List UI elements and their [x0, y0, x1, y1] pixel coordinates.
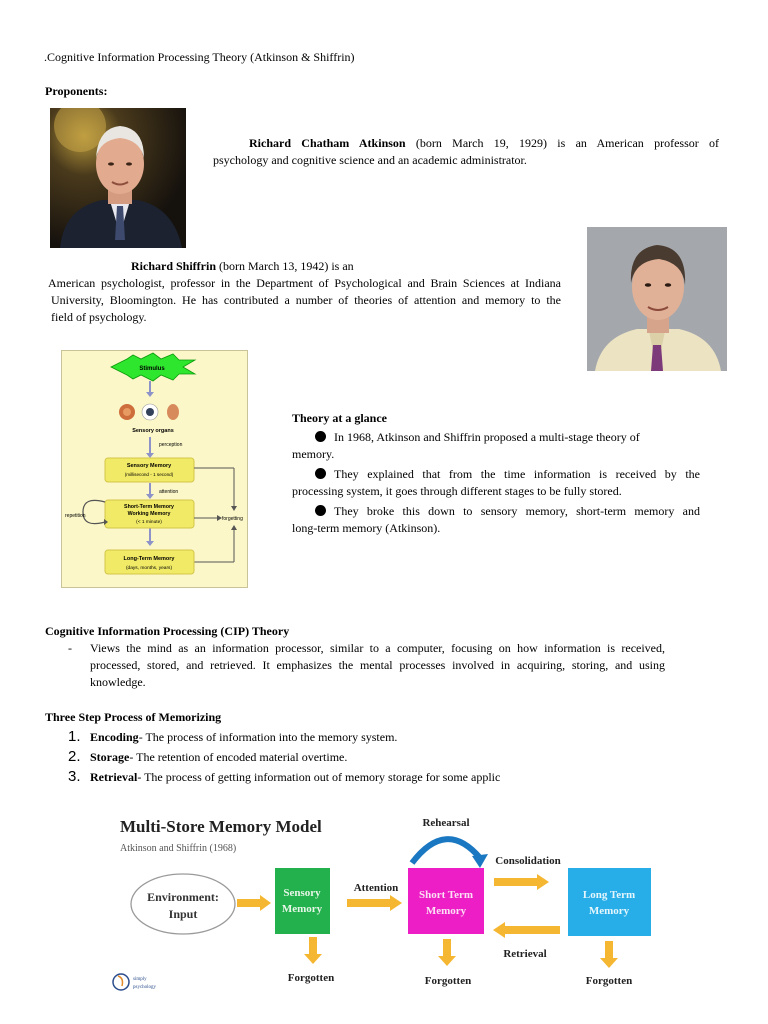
- steps-list: [46, 727, 646, 787]
- atkinson-name: Richard Chatham Atkinson: [249, 136, 406, 150]
- forgotten-label-sensory: Forgotten: [287, 972, 335, 984]
- forgotten-label-stm: Forgotten: [424, 975, 472, 987]
- consolidation-label: Consolidation: [495, 855, 561, 867]
- bullet-2-line2: processing system, it goes through different stages to be fully stored.: [292, 484, 622, 498]
- logo-text-2: psychology: [133, 985, 157, 990]
- stm-label-2: Memory: [425, 905, 467, 917]
- stm-box: [408, 868, 484, 934]
- attention-label: Attention: [353, 882, 399, 894]
- step-term: Encoding: [90, 730, 139, 744]
- atkinson-bio-line2: psychology and cognitive science and an academic administrator.: [213, 153, 527, 167]
- stm-label-1: Short Term: [418, 889, 474, 901]
- shiffrin-bio-text: (born March 13, 1942) is an: [219, 259, 354, 273]
- proponents-label: Proponents:: [45, 84, 108, 98]
- cip-title: Cognitive Information Processing (CIP) Theory: [45, 624, 290, 638]
- atkinson-bio-line1: [213, 135, 719, 152]
- bullet-1-line2: memory.: [292, 447, 335, 461]
- logo-text-1: simply: [133, 977, 147, 982]
- ltm-label-1: Long Term: [582, 889, 636, 901]
- bullet-1-line1: [292, 429, 700, 446]
- shiffrin-name: Richard Shiffrin: [131, 259, 217, 273]
- simply-psychology-logo-icon: [113, 974, 129, 990]
- bullet-2-text: They explained that from the time information is received by the: [334, 467, 700, 481]
- memory-flow-diagram: [61, 350, 248, 588]
- shiffrin-photo: [587, 227, 727, 371]
- theory-glance-title: Theory at a glance: [292, 411, 387, 425]
- stm-label-3: (< 1 minute): [136, 520, 162, 525]
- step-desc: - The process of information into the memory system.: [138, 730, 398, 744]
- bullet-icon: [315, 505, 326, 516]
- sensory-memory-label: Sensory Memory: [126, 463, 172, 469]
- env-label-1: Environment:: [147, 890, 219, 904]
- sensory-organs-label: Sensory organs: [132, 428, 174, 434]
- bullet-icon: [315, 468, 326, 479]
- repetition-label: repetition: [65, 513, 86, 519]
- shiffrin-bio-line3: University, Bloomington. He has contributed a number of theories of attention and memory to the: [51, 293, 561, 307]
- bullet-3-line1: [292, 503, 700, 520]
- msm-title: Multi-Store Memory Model: [120, 817, 322, 836]
- bullet-3-text: They broke this down to sensory memory, short-term memory and: [334, 504, 700, 518]
- cip-line1: Views the mind as an information processor, similar to a computer, focusing on how information is received,: [90, 641, 665, 655]
- stimulus-label: Stimulus: [139, 366, 165, 372]
- retrieval-label: Retrieval: [503, 948, 547, 960]
- bullet-icon: [315, 431, 326, 442]
- attention-label: attention: [159, 489, 179, 495]
- steps-title: Three Step Process of Memorizing: [45, 710, 222, 724]
- sensory-label-2: Memory: [281, 903, 323, 915]
- perception-label: perception: [159, 442, 183, 448]
- document-heading: .Cognitive Information Processing Theory (Atkinson & Shiffrin): [44, 50, 355, 64]
- theory-glance-bullets: [292, 429, 700, 537]
- forgetting-label: forgetting: [222, 516, 243, 522]
- step-encoding: [46, 727, 646, 747]
- sensory-memory-box: [275, 868, 330, 934]
- multi-store-model-diagram: [106, 806, 666, 1006]
- ltm-label-2: Memory: [588, 905, 630, 917]
- rehearsal-label: Rehearsal: [422, 817, 470, 829]
- step-number: 2.: [68, 748, 81, 765]
- ltm-box: [568, 868, 651, 936]
- ltm-sub: (days, months, years): [125, 566, 173, 571]
- msm-subtitle: Atkinson and Shiffrin (1968): [120, 843, 237, 854]
- env-label-2: Input: [168, 907, 198, 921]
- step-storage: [46, 747, 646, 767]
- step-number: 3.: [68, 768, 81, 785]
- step-number: 1.: [68, 728, 81, 745]
- stm-label-1: Short-Term Memory: [124, 504, 174, 510]
- atkinson-photo: [50, 108, 186, 248]
- step-desc: - The retention of encoded material overtime.: [129, 750, 348, 764]
- stm-label-2: Working Memory: [127, 511, 171, 517]
- bullet-2-line1: [292, 466, 700, 483]
- step-desc: - The process of getting information out of memory storage for some applic: [137, 770, 501, 784]
- step-term: Storage: [90, 750, 130, 764]
- cip-line2: processed, stored, and retrieved. It emphasizes the mental processes involved in acquiring, storing, and using: [90, 658, 665, 672]
- atkinson-bio-text: (born March 19, 1929) is an American professor of: [415, 136, 720, 150]
- step-retrieval: [46, 767, 646, 787]
- bullet-3-line2: long-term memory (Atkinson).: [292, 521, 441, 535]
- bullet-1-text: In 1968, Atkinson and Shiffrin proposed a multi-stage theory of: [334, 430, 640, 444]
- cip-dash: -: [68, 641, 72, 655]
- shiffrin-bio-line1: [131, 258, 354, 275]
- sensory-memory-sub: (millisecond - 1 second): [124, 472, 174, 477]
- sensory-label-1: Sensory: [283, 887, 321, 899]
- cip-line3: knowledge.: [90, 675, 146, 689]
- step-term: Retrieval: [90, 770, 138, 784]
- forgotten-label-ltm: Forgotten: [585, 975, 633, 987]
- shiffrin-bio-line2: American psychologist, professor in the Department of Psychological and Brain Sciences at Indiana: [48, 276, 561, 290]
- ltm-label: Long-Term Memory: [123, 556, 175, 562]
- shiffrin-bio-line4: field of psychology.: [51, 310, 147, 324]
